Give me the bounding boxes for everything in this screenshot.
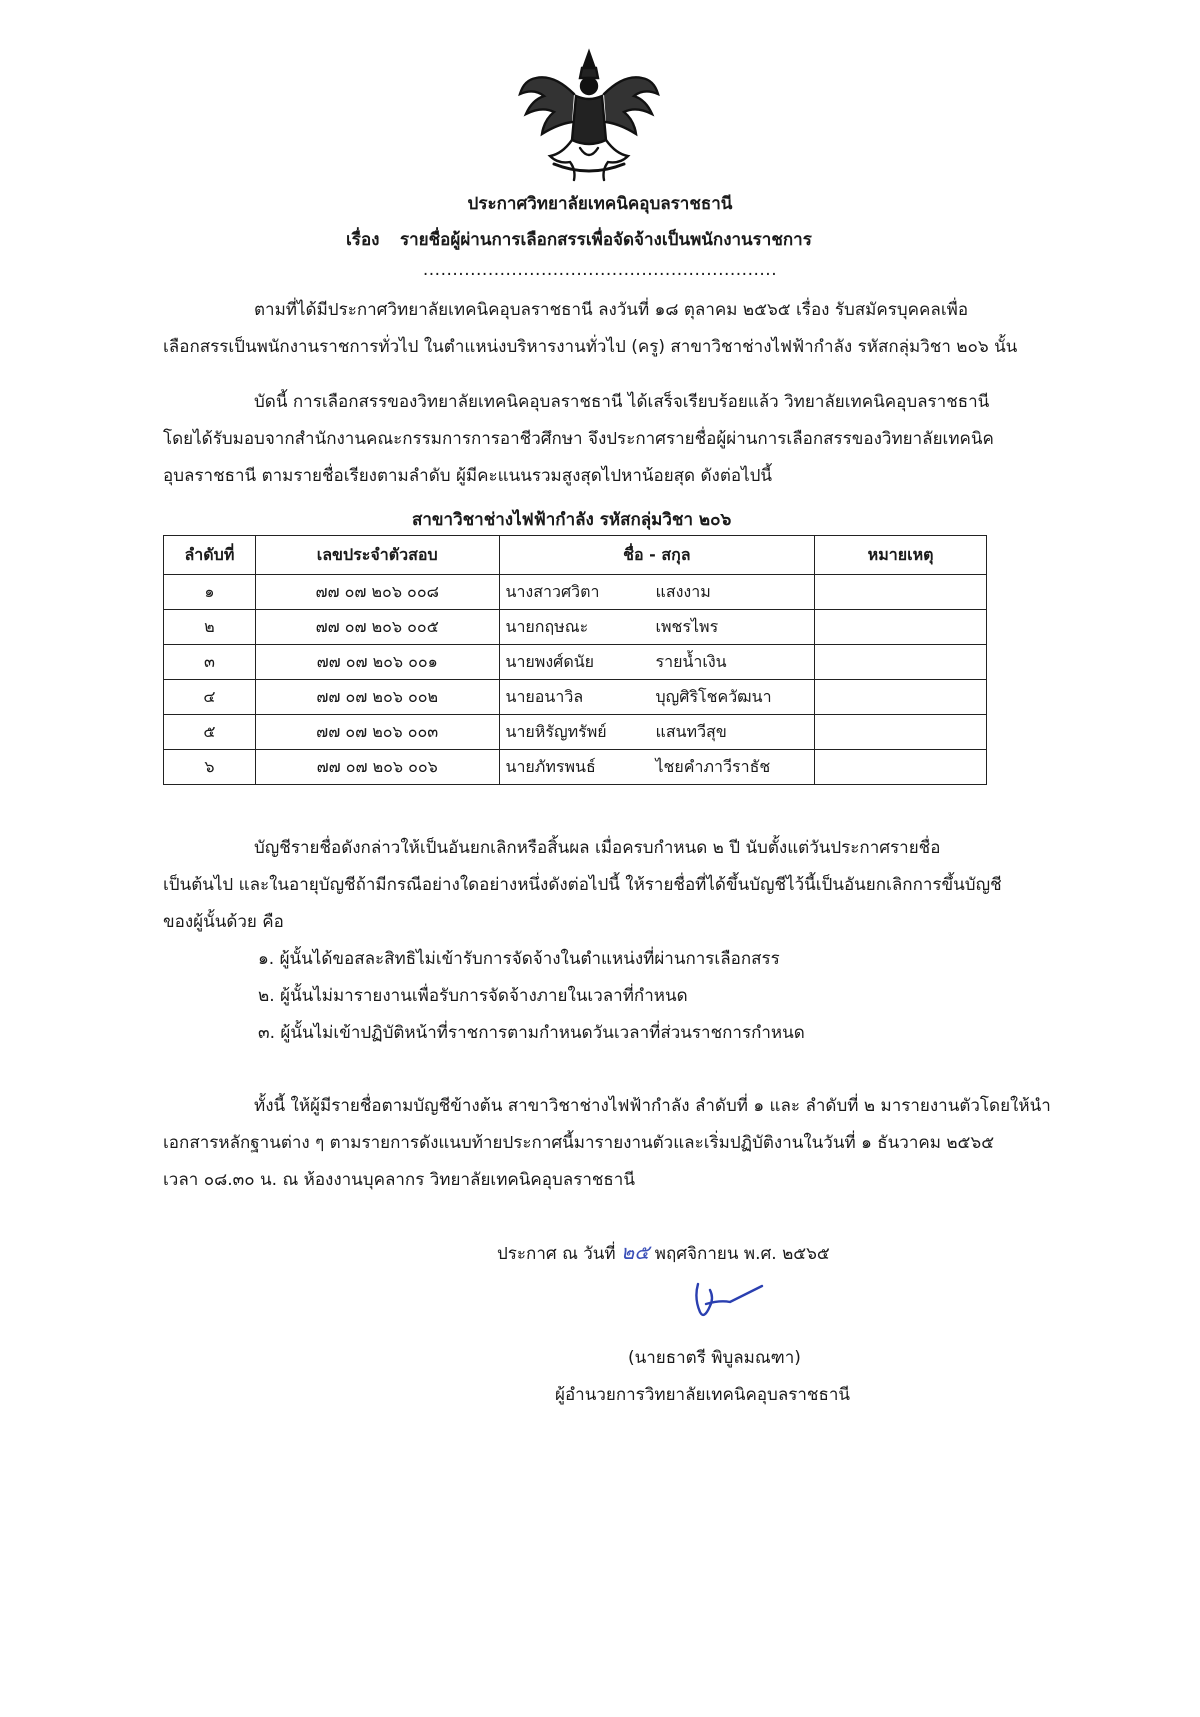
first-name: นายพงศ์ดนัย	[505, 652, 595, 671]
intro-paragraph-line: บัดนี้ การเลือกสรรของวิทยาลัยเทคนิคอุบลราชธานี ได้เสร็จเรียบร้อยแล้ว วิทยาลัยเทคนิคอุบลราชธานี	[254, 392, 990, 412]
order-cell: ๓	[164, 645, 256, 680]
table-row	[164, 575, 987, 610]
name-cell	[499, 575, 815, 610]
table-row	[164, 715, 987, 750]
exam-id-cell: ๗๗ ๐๗ ๒๐๖ ๐๐๓	[255, 715, 499, 750]
first-name: นายกฤษณะ	[505, 617, 589, 636]
note-cell	[815, 575, 987, 610]
order-cell: ๕	[164, 715, 256, 750]
exam-id-cell: ๗๗ ๐๗ ๒๐๖ ๐๐๘	[255, 575, 499, 610]
exam-id-cell: ๗๗ ๐๗ ๒๐๖ ๐๐๕	[255, 610, 499, 645]
exam-id-cell: ๗๗ ๐๗ ๒๐๖ ๐๐๑	[255, 645, 499, 680]
last-name: แสนทวีสุข	[655, 722, 727, 741]
first-name: นายภัทรพนธ์	[505, 757, 596, 776]
announce-suffix: พฤศจิกายน พ.ศ. ๒๕๖๕	[654, 1244, 830, 1264]
table-row	[164, 750, 987, 785]
first-name: นางสาวศวิตา	[505, 582, 600, 601]
condition-item: ๒. ผู้นั้นไม่มารายงานเพื่อรับการจัดจ้างภายในเวลาที่กำหนด	[258, 986, 688, 1006]
note-cell	[815, 680, 987, 715]
announce-date-line	[497, 1240, 830, 1266]
announcement-title: ประกาศวิทยาลัยเทคนิคอุบลราชธานี	[467, 194, 733, 214]
exam-id-cell: ๗๗ ๐๗ ๒๐๖ ๐๐๖	[255, 750, 499, 785]
first-name: นายอนาวิล	[505, 687, 584, 706]
condition-item: ๓. ผู้นั้นไม่เข้าปฏิบัติหน้าที่ราชการตามกำหนดวันเวลาที่ส่วนราชการกำหนด	[258, 1023, 805, 1043]
signer-name: (นายธาตรี พิบูลมณฑา)	[628, 1348, 801, 1368]
exam-id-cell: ๗๗ ๐๗ ๒๐๖ ๐๐๒	[255, 680, 499, 715]
last-name: แสงงาม	[655, 582, 711, 601]
column-header-exam-id: เลขประจำตัวสอบ	[255, 536, 499, 575]
table-caption: สาขาวิชาช่างไฟฟ้ากำลัง รหัสกลุ่มวิชา ๒๐๖	[412, 510, 732, 530]
last-name: เพชรไพร	[655, 617, 719, 636]
table-row	[164, 680, 987, 715]
last-name: บุญศิริโชควัฒนา	[655, 687, 772, 706]
column-header-order: ลำดับที่	[164, 536, 256, 575]
table-row	[164, 645, 987, 680]
order-cell: ๖	[164, 750, 256, 785]
signer-title: ผู้อำนวยการวิทยาลัยเทคนิคอุบลราชธานี	[555, 1385, 851, 1405]
column-header-note: หมายเหตุ	[815, 536, 987, 575]
last-name: ไชยคำภาวีราธัช	[655, 757, 771, 776]
name-cell	[499, 645, 815, 680]
note-cell	[815, 750, 987, 785]
note-cell	[815, 610, 987, 645]
name-cell	[499, 680, 815, 715]
report-paragraph-line: เวลา ๐๘.๓๐ น. ณ ห้องงานบุคลากร วิทยาลัยเทคนิคอุบลราชธานี	[163, 1170, 635, 1190]
validity-paragraph-line: บัญชีรายชื่อดังกล่าวให้เป็นอันยกเลิกหรือสิ้นผล เมื่อครบกำหนด ๒ ปี นับตั้งแต่วันประกาศรายชื่อ	[254, 838, 941, 858]
name-cell	[499, 610, 815, 645]
table-row	[164, 610, 987, 645]
intro-paragraph-line: เลือกสรรเป็นพนักงานราชการทั่วไป ในตำแหน่งบริหารงานทั่วไป (ครู) สาขาวิชาช่างไฟฟ้ากำลัง รหัสกลุ่มวิชา ๒๐๖ นั้น	[163, 337, 1018, 357]
last-name: รายน้ำเงิน	[655, 652, 727, 671]
report-paragraph-line: ทั้งนี้ ให้ผู้มีรายชื่อตามบัญชีข้างต้น สาขาวิชาช่างไฟฟ้ากำลัง ลำดับที่ ๑ และ ลำดับที่ ๒ มารายงานตัวโดยให้นำ	[254, 1096, 1051, 1116]
note-cell	[815, 715, 987, 750]
subject-text: รายชื่อผู้ผ่านการเลือกสรรเพื่อจัดจ้างเป็นพนักงานราชการ	[400, 230, 812, 250]
validity-paragraph-line: เป็นต้นไป และในอายุบัญชีถ้ามีกรณีอย่างใดอย่างหนึ่งดังต่อไปนี้ ให้รายชื่อที่ได้ขึ้นบัญชีไว้นี้เป็นอันยกเลิกการขึ้นบัญชี	[163, 875, 1002, 895]
signature-mark	[686, 1276, 766, 1326]
report-paragraph-line: เอกสารหลักฐานต่าง ๆ ตามรายการดังแนบท้ายประกาศนี้มารายงานตัวและเริ่มปฏิบัติงานในวันที่ ๑ ธันวาคม ๒๕๖๕	[163, 1133, 995, 1153]
intro-paragraph-line: ตามที่ได้มีประกาศวิทยาลัยเทคนิคอุบลราชธานี ลงวันที่ ๑๘ ตุลาคม ๒๕๖๕ เรื่อง รับสมัครบุคคลเพื่อ	[254, 300, 969, 320]
subject-label: เรื่อง	[346, 230, 380, 250]
note-cell	[815, 645, 987, 680]
name-cell	[499, 750, 815, 785]
handwritten-day: ๒๕	[621, 1240, 650, 1264]
intro-paragraph-line: อุบลราชธานี ตามรายชื่อเรียงตามลำดับ ผู้มีคะแนนรวมสูงสุดไปหาน้อยสุด ดังต่อไปนี้	[163, 466, 773, 486]
order-cell: ๔	[164, 680, 256, 715]
column-header-name: ชื่อ - สกุล	[499, 536, 815, 575]
announce-prefix: ประกาศ ณ วันที่	[497, 1244, 616, 1264]
name-cell	[499, 715, 815, 750]
order-cell: ๒	[164, 610, 256, 645]
garuda-emblem-icon	[514, 44, 664, 186]
first-name: นายหิรัญทรัพย์	[505, 722, 607, 741]
candidate-table	[163, 535, 987, 785]
table-header-row	[164, 536, 987, 575]
condition-item: ๑. ผู้นั้นได้ขอสละสิทธิไม่เข้ารับการจัดจ้างในตำแหน่งที่ผ่านการเลือกสรร	[258, 949, 780, 969]
intro-paragraph-line: โดยได้รับมอบจากสำนักงานคณะกรรมการการอาชีวศึกษา จึงประกาศรายชื่อผู้ผ่านการเลือกสรรของวิทยาลัยเทคนิค	[163, 429, 994, 449]
order-cell: ๑	[164, 575, 256, 610]
header-divider: ............................................................	[422, 260, 778, 280]
validity-paragraph-line: ของผู้นั้นด้วย คือ	[163, 912, 284, 932]
